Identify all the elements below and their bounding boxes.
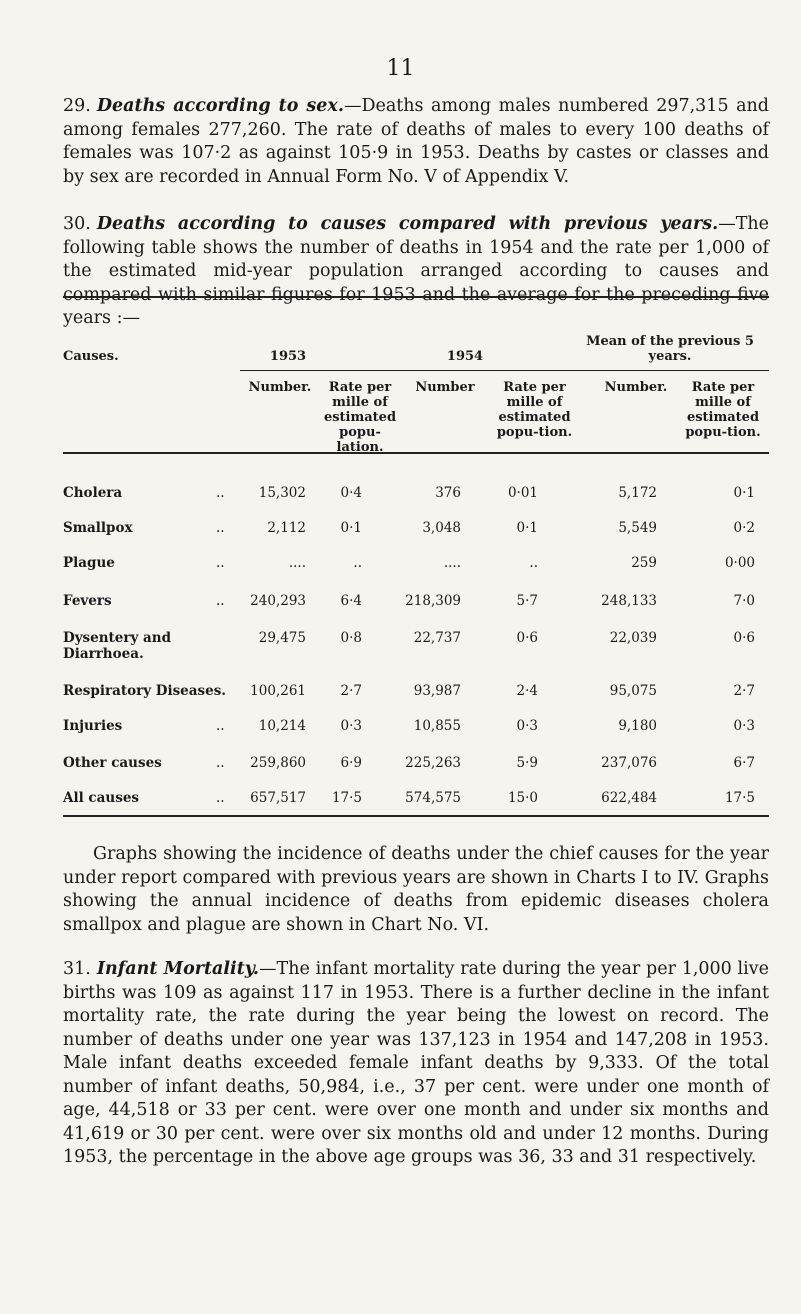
cause-label: Injuries — [63, 718, 123, 734]
number-1954: 225,263 — [405, 755, 461, 771]
paragraph-number: 30. — [63, 214, 91, 234]
header-1954: 1954 — [446, 349, 484, 364]
number-mean: 248,133 — [601, 593, 657, 609]
number-mean: 259 — [631, 555, 657, 571]
number-mean: 622,484 — [601, 790, 657, 806]
rate-mean: 0·1 — [733, 485, 755, 501]
rate-mean: 7·0 — [733, 593, 755, 609]
rate-mean: 0·3 — [733, 718, 755, 734]
number-mean: 237,076 — [601, 755, 657, 771]
rate-1954: 0·1 — [516, 520, 538, 536]
number-1954: 93,987 — [413, 683, 461, 699]
paragraph-heading: Infant Mortality. — [96, 959, 260, 979]
number-1954: 376 — [435, 485, 461, 501]
table-bottom-rule — [63, 815, 769, 817]
paragraph-31 — [63, 958, 769, 1170]
number-1954: 574,575 — [405, 790, 461, 806]
number-1953: 2,112 — [267, 520, 306, 536]
rate-1953: 0·1 — [340, 520, 362, 536]
paragraph-text: —The following table shows the number of deaths in 1954 and the rate per 1,000 of the estimated mid-year population arranged according to causes and compared with similar figures for 1953 and the average for the preceding five years :— — [63, 214, 769, 328]
leader-dots: .. — [216, 718, 225, 734]
paragraph-number: 31. — [63, 959, 91, 979]
cause-label: Smallpox — [63, 520, 133, 536]
rate-1954: .. — [529, 555, 538, 571]
paragraph-heading: Deaths according to sex. — [96, 96, 344, 116]
cause-label: Respiratory Diseases. — [63, 683, 226, 699]
paragraph-29 — [63, 95, 769, 189]
number-1954: 218,309 — [405, 593, 461, 609]
number-1953: .... — [288, 555, 306, 571]
number-1953: 259,860 — [250, 755, 306, 771]
number-1953: 10,214 — [258, 718, 306, 734]
leader-dots: .. — [216, 755, 225, 771]
graphs-paragraph: Graphs showing the incidence of deaths under the chief causes for the year under report compared with previous years are shown in Charts I to IV. Graphs showing the annual incidence of deaths from epidemic diseases cholera smallpox and plague are shown in Chart No. VI. — [63, 844, 769, 935]
rate-1953: 6·9 — [340, 755, 362, 771]
cause-label: Fevers — [63, 593, 112, 609]
rate-mean: 0·2 — [733, 520, 755, 536]
rate-1953: 2·7 — [340, 683, 362, 699]
subheader-rate-1954: Rate per mille of estimated popu-tion. — [496, 380, 573, 440]
number-mean: 95,075 — [609, 683, 657, 699]
page-number: 11 — [386, 56, 415, 81]
number-1953: 240,293 — [250, 593, 306, 609]
number-1953: 29,475 — [258, 630, 306, 646]
number-1954: .... — [443, 555, 461, 571]
number-mean: 5,172 — [618, 485, 657, 501]
rate-1954: 0·01 — [507, 485, 538, 501]
number-mean: 9,180 — [618, 718, 657, 734]
number-1954: 3,048 — [422, 520, 461, 536]
cause-label: Other causes — [63, 755, 162, 771]
rate-mean: 0·6 — [733, 630, 755, 646]
cause-label: Plague — [63, 555, 115, 571]
number-1954: 22,737 — [413, 630, 461, 646]
number-1954: 10,855 — [413, 718, 461, 734]
rate-1954: 2·4 — [516, 683, 538, 699]
rate-1954: 5·9 — [516, 755, 538, 771]
cause-label: Dysentery and Diarrhoea. — [63, 630, 172, 662]
rate-1953: 6·4 — [340, 593, 362, 609]
table-top-rule — [63, 296, 769, 298]
rate-mean: 0·00 — [724, 555, 755, 571]
number-mean: 5,549 — [618, 520, 657, 536]
rate-1954: 0·6 — [516, 630, 538, 646]
paragraph-text: —The infant mortality rate during the year per 1,000 live births was 109 as against 117 in 1953. There is a further decline in the infant mortality rate, the rate during the year being the lowest on record. The number of deaths under one year was 137,123 in 1954 and 147,208 in 1953. Male infant deaths exceeded female infant deaths by 9,333. Of the total number of infant deaths, 50,984, i.e., 37 per cent. were under one month of age, 44,518 or 33 per cent. were over one month and under six months and 41,619 or 30 per cent. were over six months old and under 12 months. During 1953, the percentage in the above age groups was 36, 33 and 31 respectively. — [63, 959, 769, 1167]
header-mean: Mean of the previous 5 years. — [586, 334, 754, 364]
number-1953: 100,261 — [250, 683, 306, 699]
rate-1953: 0·3 — [340, 718, 362, 734]
rate-1954: 0·3 — [516, 718, 538, 734]
rate-1953: 0·4 — [340, 485, 362, 501]
number-mean: 22,039 — [609, 630, 657, 646]
rate-mean: 17·5 — [724, 790, 755, 806]
paragraph-number: 29. — [63, 96, 91, 116]
rate-1953: .. — [353, 555, 362, 571]
subheader-rate-1953: Rate per mille of estimated popu-lation. — [323, 380, 397, 455]
cause-label: All causes — [63, 790, 140, 806]
header-1953: 1953 — [269, 349, 307, 364]
leader-dots: .. — [216, 790, 225, 806]
rate-1954: 5·7 — [516, 593, 538, 609]
subheader-number-1954: Number — [415, 380, 475, 395]
number-1953: 657,517 — [250, 790, 306, 806]
rate-mean: 2·7 — [733, 683, 755, 699]
rate-1953: 0·8 — [340, 630, 362, 646]
subheader-number-1953: Number. — [248, 380, 312, 395]
paragraph-heading: Deaths according to causes compared with previous years. — [96, 214, 719, 234]
leader-dots: .. — [216, 593, 225, 609]
leader-dots: .. — [216, 485, 225, 501]
leader-dots: .. — [216, 555, 225, 571]
header-causes: Causes. — [63, 349, 119, 364]
rate-1953: 17·5 — [331, 790, 362, 806]
subheader-rate-mean: Rate per mille of estimated popu-tion. — [685, 380, 761, 440]
cause-label: Cholera — [63, 485, 123, 501]
subheader-number-mean: Number. — [604, 380, 668, 395]
paragraph-text: —Deaths among males numbered 297,315 and among females 277,260. The rate of deaths of males to every 100 deaths of females was 107·2 as against 105·9 in 1953. Deaths by castes or classes and by sex are recorded in Annual Form No. V of Appendix V. — [63, 96, 769, 187]
paragraph-30 — [63, 213, 769, 331]
leader-dots: .. — [216, 520, 225, 536]
rate-mean: 6·7 — [733, 755, 755, 771]
rate-1954: 15·0 — [507, 790, 538, 806]
header-bottom-rule — [63, 452, 769, 454]
number-1953: 15,302 — [258, 485, 306, 501]
header-sub-rule — [240, 370, 769, 371]
